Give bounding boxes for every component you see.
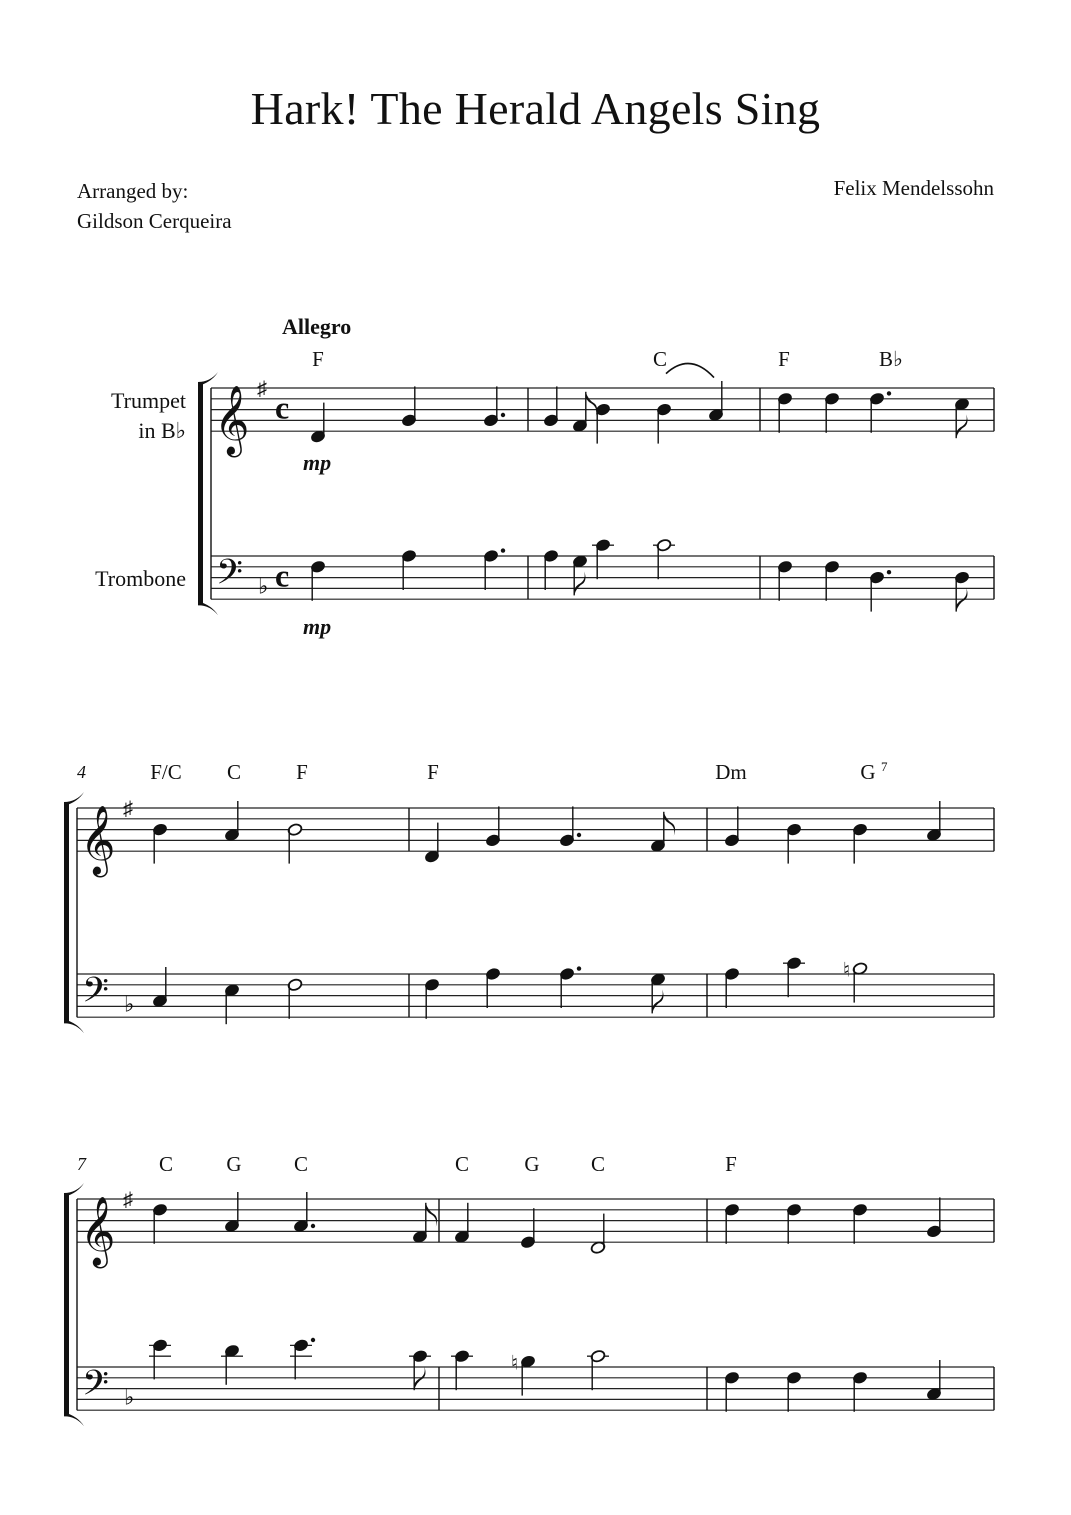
trombone-name: Trombone <box>95 566 186 591</box>
trombone-note-dot <box>577 966 581 970</box>
trombone-key-signature-flat: ♭ <box>124 991 135 1017</box>
chord-symbol: F <box>725 1152 737 1176</box>
trumpet-time-signature: c <box>275 389 290 426</box>
measure-number: 4 <box>77 762 86 782</box>
system-bracket <box>64 1193 69 1416</box>
chord-symbol: F <box>296 760 308 784</box>
system-bracket-bottom <box>64 1019 84 1033</box>
trumpet-note-dot <box>311 1224 315 1228</box>
treble-clef-icon: 𝄞 <box>80 807 116 874</box>
trumpet-name: Trumpet <box>111 388 186 413</box>
treble-clef-icon: 𝄞 <box>214 387 250 454</box>
trombone-note-flag <box>574 571 585 595</box>
tempo-marking: Allegro <box>282 314 352 339</box>
trombone-time-signature: c <box>275 557 290 594</box>
chord-symbol: B♭ <box>879 347 903 371</box>
composer-credit: Felix Mendelssohn <box>833 176 994 200</box>
trombone-note-flag <box>652 989 663 1013</box>
trumpet-note-flag <box>664 812 675 836</box>
trumpet-key-signature-sharp: ♯ <box>123 1189 133 1211</box>
chord-symbol: G <box>226 1152 242 1176</box>
chord-symbol: C <box>158 1152 174 1176</box>
chord-symbol: C <box>590 1152 606 1176</box>
bass-clef-icon: 𝄢 <box>82 1365 110 1412</box>
system-bracket <box>198 382 203 605</box>
trombone-note-natural-sign: ♮ <box>843 959 851 982</box>
chord-symbol: F <box>778 347 790 371</box>
measure-number: 7 <box>77 1154 86 1174</box>
arranger-name: Gildson Cerqueira <box>77 209 232 233</box>
system-bracket-top <box>64 1183 84 1197</box>
system-bracket <box>64 802 69 1023</box>
trombone-key-signature-flat: ♭ <box>258 573 269 599</box>
slur <box>666 364 714 378</box>
chord-symbol: G <box>860 760 876 784</box>
chord-symbol: F/C <box>150 760 182 784</box>
trumpet-note-dot <box>577 833 581 837</box>
chord-symbol: G <box>524 1152 540 1176</box>
trumpet-note-flag <box>426 1203 437 1227</box>
treble-clef-icon: 𝄞 <box>80 1198 116 1265</box>
trumpet-note-dot <box>887 391 891 395</box>
trumpet-key-signature-sharp: ♯ <box>257 378 267 400</box>
trumpet-key-signature-sharp: ♯ <box>123 798 133 820</box>
trombone-note-dot <box>887 570 891 574</box>
bass-clef-icon: 𝄢 <box>216 554 244 601</box>
trumpet-name-transposition: in B♭ <box>138 418 186 443</box>
chord-symbol: F <box>427 760 439 784</box>
trumpet-note-flag <box>586 392 597 416</box>
trombone-note-dot <box>311 1338 315 1342</box>
trombone-key-signature-flat: ♭ <box>124 1384 135 1410</box>
chord-symbol: Dm <box>715 760 747 784</box>
chord-symbol: C <box>652 347 668 371</box>
trombone-note-dot <box>501 548 505 552</box>
chord-symbol-extension: 7 <box>881 759 888 774</box>
trumpet-dynamic: mp <box>303 450 332 475</box>
trumpet-note-flag <box>956 414 967 438</box>
system-bracket-bottom <box>64 1412 84 1426</box>
trumpet-note-dot <box>501 413 505 417</box>
page-title: Hark! The Herald Angels Sing <box>250 83 821 134</box>
trombone-dynamic: mp <box>303 614 332 639</box>
chord-symbol: C <box>454 1152 470 1176</box>
chord-symbol: F <box>312 347 324 371</box>
system-bracket-top <box>198 372 218 386</box>
system-bracket-top <box>64 792 84 806</box>
trombone-note-natural-sign: ♮ <box>511 1352 519 1375</box>
chord-symbol: C <box>293 1152 309 1176</box>
bass-clef-icon: 𝄢 <box>82 972 110 1019</box>
chord-symbol: C <box>226 760 242 784</box>
arranger-label: Arranged by: <box>77 179 189 203</box>
system-bracket-bottom <box>198 601 218 615</box>
